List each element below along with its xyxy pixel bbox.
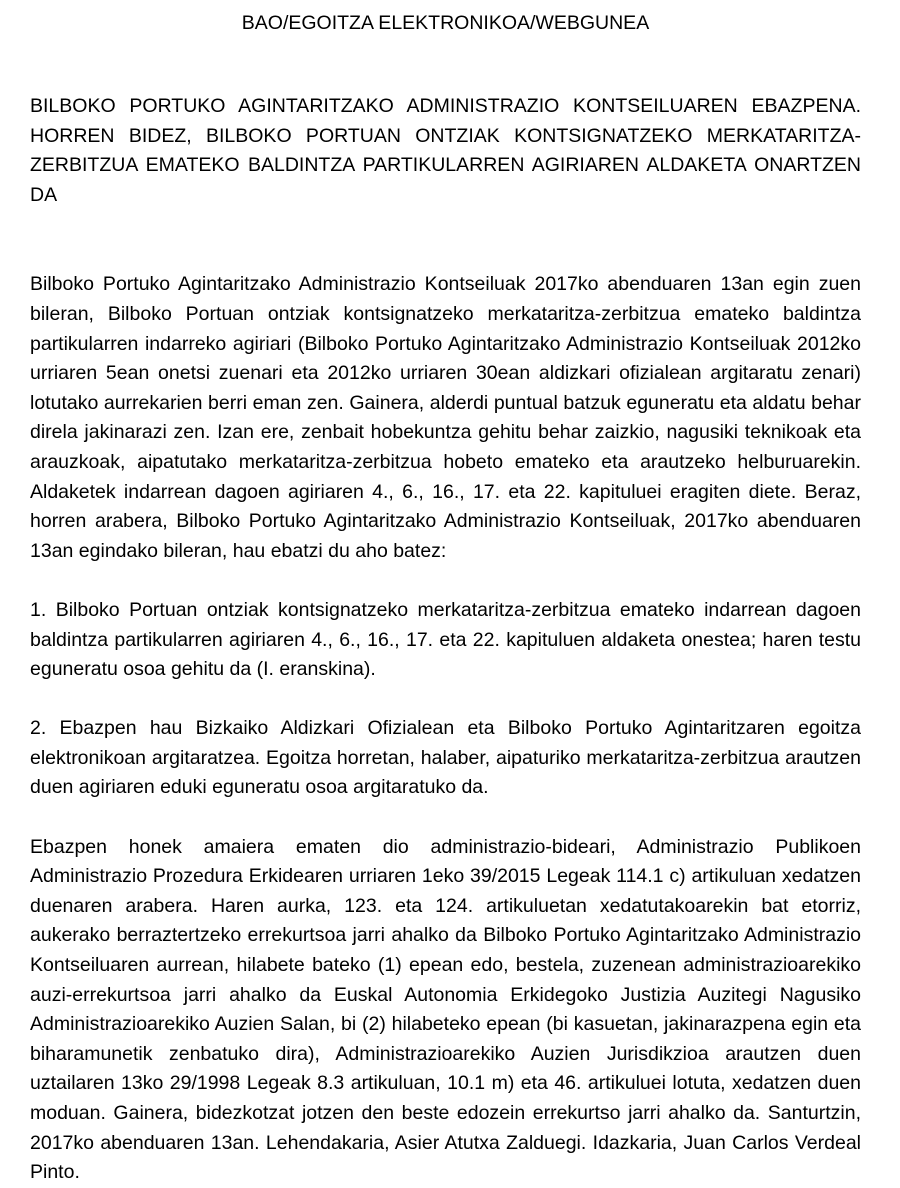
document-heading: BILBOKO PORTUKO AGINTARITZAKO ADMINISTRAZIO KONTSEILUAREN EBAZPENA. HORREN BIDEZ, BILBOKO PORTUAN ONTZIAK KONTSIGNATZEKO MERKATARITZA-ZERBITZUA EMATEKO BALDINTZA PARTIKULARREN AGIRIAREN ALDAKETA ONARTZEN DA [30,95,861,206]
closing-paragraph: Ebazpen honek amaiera ematen dio administrazio-bideari, Administrazio Publikoen Administrazio Prozedura Erkidearen urriaren 1eko 39/2015 Legeak 114.1 c) artikuluan xedatzen duenaren arabera. Haren aurka, 123. eta 124. artikuluetan xedatutakoarekin bat etorriz, aukerako berraztertzeko errekurtsoa jarri ahalko da Bilboko Portuko Agintaritzako Administrazio Kontseiluaren aurrean, hilabete bateko (1) epean edo, bestela, zuzenean administrazioarekiko auzi-errekurtsoa jarri ahalko da Euskal Autonomia Erkidegoko Justizia Auzitegi Nagusiko Administrazioarekiko Auzien Salan, bi (2) hilabeteko epean (bi kasuetan, jakinarazpena egin eta biharamunetik zenbatuko dira), Administrazioarekiko Auzien Jurisdikzioa arautzen duen uztailaren 13ko 29/1998 Legeak 8.3 artikuluan, 10.1 m) eta 46. artikuluei lotuta, xedatzen duen moduan. Gainera, bidezkotzat jotzen den beste edozein errekurtso jarri ahalko da. Santurtzin, 2017ko abenduaren 13an. Lehendakaria, Asier Atutxa Zalduegi. Idazkaria, Juan Carlos Verdeal Pinto. [30,835,861,1184]
intro-paragraph: Bilboko Portuko Agintaritzako Administrazio Kontseiluak 2017ko abenduaren 13an egin zuen bileran, Bilboko Portuan ontziak kontsignatzeko merkataritza-zerbitzua emateko baldintza partikularren indarreko agiriari (Bilboko Portuko Agintaritzako Administrazio Kontseiluak 2012ko urriaren 5ean onetsi zuenari eta 2012ko urriaren 30ean aldizkari ofizialean argitaratu zenari) lotutako aurrekarien berri eman zen. Gainera, alderdi puntual batzuk eguneratu eta aldatu behar direla jakinarazi zen. Izan ere, zenbait hobekuntza gehitu behar zaizkio, nagusiki teknikoak eta arauzkoak, aipatutako merkataritza-zerbitzua hobeto emateko eta arautzeko helburuarekin. Aldaketek indarrean dagoen agiriaren 4., 6., 16., 17. eta 22. kapituluei eragiten diete. Beraz, horren arabera, Bilboko Portuko Agintaritzako Administrazio Kontseiluak, 2017ko abenduaren 13an egindako bileran, hau ebatzi du aho batez: [30,273,861,562]
page-header: BAO/EGOITZA ELEKTRONIKOA/WEBGUNEA [241,12,650,34]
document-page [30,0,861,1188]
resolution-point-1: 1. Bilboko Portuan ontziak kontsignatzeko merkataritza-zerbitzua emateko indarrean dagoen baldintza partikularren agiriaren 4., 6., 16., 17. eta 22. kapituluen aldaketa onestea; haren testu eguneratu osoa gehitu da (I. eranskina). [30,598,861,681]
resolution-point-2: 2. Ebazpen hau Bizkaiko Aldizkari Ofizialean eta Bilboko Portuko Agintaritzaren egoitza elektronikoan argitaratzea. Egoitza horretan, halaber, aipaturiko merkataritza-zerbitzua arautzen duen agiriaren eduki eguneratu osoa argitaratuko da. [30,717,861,799]
